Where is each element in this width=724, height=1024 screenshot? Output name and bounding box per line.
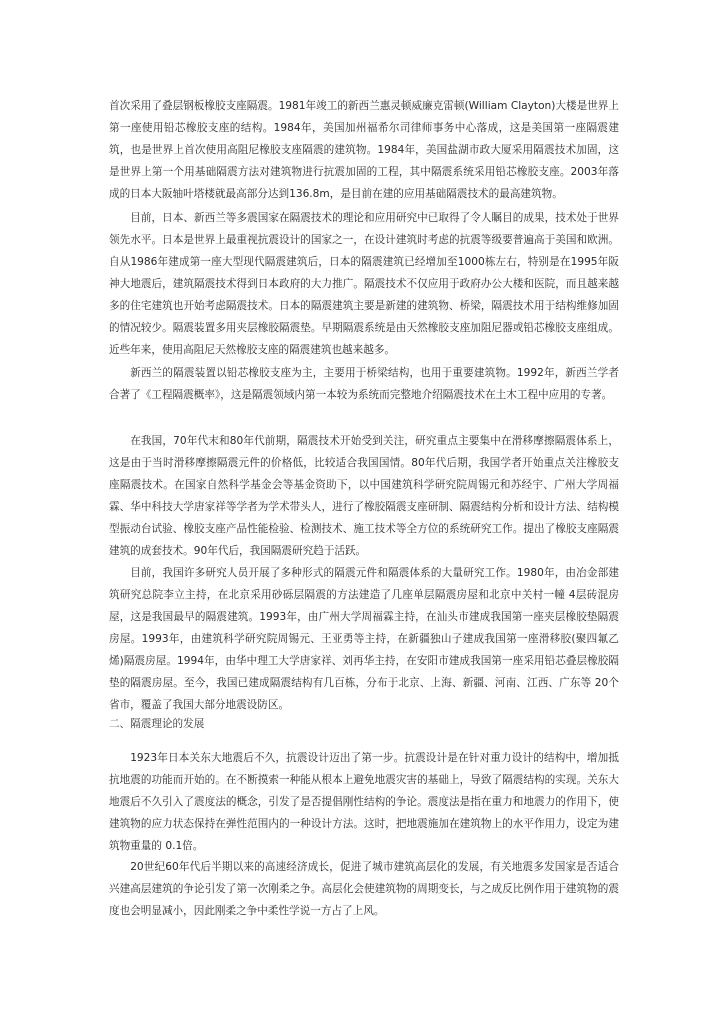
paragraph-china-early: 在我国，70年代末和80年代前期，隔震技术开始受到关注，研究重点主要集中在滑移摩擦隔震体系上，这是由于当时滑移摩擦隔震元件的价格低，比较适合我国国情。80年代后期，我国学者开始重点关注橡胶支座隔震技术。在国家自然科学基金会等基金资助下，以中国建筑科学研究院周锡元和苏经宇、广州大学周福霖、华中科技大学唐家祥等学者为学术带头人，进行了橡胶隔震支座研制、隔震结构分析和设计方法、结构模型振动台试验、橡胶支座产品性能检验、检测技术、施工技术等全方位的系统研究工作。提出了橡胶支座隔震建筑的成套技术。90年代后，我国隔震研究趋于活跃。 <box>109 435 619 557</box>
paragraph-japan-newzealand: 目前，日本、新西兰等多震国家在隔震技术的理论和应用研究中已取得了令人瞩目的成果，技术处于世界领先水平。日本是世界上最重视抗震设计的国家之一，在设计建筑时考虑的抗震等级要普遍高于美国和欧洲。自从1986年建成第一座大型现代隔震建筑后，日本的隔震建筑已经增加至1000栋左右，特别是在1995年阪神大地震后，建筑隔震技术得到日本政府的大力推广。隔震技术不仅应用于政府办公大楼和医院，而且越来越多的住宅建筑也开始考虑隔震技术。日本的隔震建筑主要是新建的建筑物、桥梁，隔震技术用于结构维修加固的情况较少。隔震装置多用夹层橡胶隔震垫。早期隔震系统是由天然橡胶支座加阻尼器或铅芯橡胶支座组成。近些年来，使用高阻尼天然橡胶支座的隔震建筑也越来越多。 <box>109 212 619 356</box>
paragraph-china-current: 目前，我国许多研究人员开展了多种形式的隔震元件和隔震体系的大量研究工作。1980年，由冶金部建筑研究总院李立主持，在北京采用砂砾层隔震的方法建造了几座单层隔震房屋和北京中关村一幢 4层砖混房屋，这是我国最早的隔震建筑。1993年，由广州大学周福霖主持，在汕头市建成我国第一座夹层橡胶垫隔震房屋。1993年，由建筑科学研究院周锡元、王亚勇等主持，在新疆独山子建成我国第一座滑移胶(聚四氟乙烯)隔震房屋。1994年，由华中理工大学唐家祥、刘再华主持，在安阳市建成我国第一座采用铅芯叠层橡胶隔垫的隔震房屋。至今，我国已建成隔震结构有几百栋，分布于北京、上海、新疆、河南、江西、广东等 20个省市，覆盖了我国大部分地震设防区。 <box>109 567 619 711</box>
paragraph-newzealand: 新西兰的隔震装置以铅芯橡胶支座为主，主要用于桥梁结构，也用于重要建筑物。1992年，新西兰学者合著了《工程隔震概率》，这是隔震领域内第一本较为系统而完整地介绍隔震技术在土木工程中应用的专著。 <box>109 367 619 401</box>
paragraph-1960s-growth: 20世纪60年代后半期以来的高速经济成长，促进了城市建筑高层化的发展，有关地震多发国家是否适合兴建高层建筑的争论引发了第一次刚柔之争。高层化会使建筑物的周期变长，与之成反比例作用于建筑物的震度也会明显减小，因此刚柔之争中柔性学说一方占了上风。 <box>109 861 619 917</box>
paragraph-history-intl: 首次采用了叠层钢板橡胶支座隔震。1981年竣工的新西兰惠灵顿威廉克雷顿(William Clayton)大楼是世界上第一座使用铅芯橡胶支座的结构。1984年，美国加州福希尔司律师事务中心落成，这是美国第一座隔震建筑，也是世界上首次使用高阻尼橡胶支座隔震的建筑物。1984年，美国盐湖市政大厦采用隔震技术加固，这是世界上第一个用基础隔震方法对建筑物进行抗震加固的工程，其中隔震系统采用铅芯橡胶支座。2003年落成的日本大阪轴叶塔楼就最高部分达到136.8m，是目前在建的应用基础隔震技术的最高建筑物。 <box>109 100 619 200</box>
section-heading: 二、隔震理论的发展 <box>109 718 205 730</box>
paragraph-1923-kanto: 1923年日本关东大地震后不久，抗震设计迈出了第一步。抗震设计是在针对重力设计的结构中，增加抵抗地震的功能而开始的。在不断摸索一种能从根本上避免地震灾害的基础上，导致了隔震结构的实现。关东大地震后不久引入了震度法的概念，引发了是否提倡刚性结构的争论。震度法是指在重力和地震力的作用下，使建筑物的应力状态保持在弹性范围内的一种设计方法。这时，把地震施加在建筑物上的水平作用力，设定为建筑物重量的 0.1倍。 <box>109 752 619 852</box>
